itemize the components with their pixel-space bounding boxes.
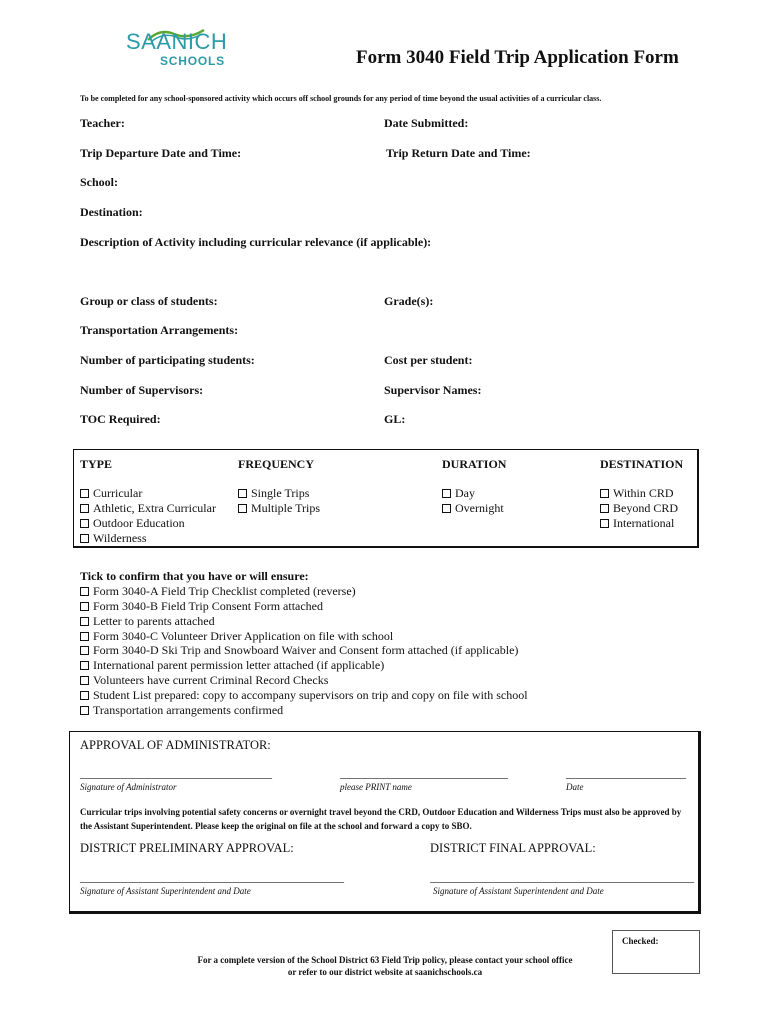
- logo-text-main: SAANICH: [126, 29, 228, 54]
- logo-text-sub: SCHOOLS: [160, 54, 225, 68]
- checkbox-icon[interactable]: [80, 519, 89, 528]
- district-final-signature-line[interactable]: ____________________________________________: [430, 870, 694, 884]
- checklist-item[interactable]: Form 3040-B Field Trip Consent Form attached: [80, 599, 323, 614]
- page-subtitle: To be completed for any school-sponsored activity which occurs off school grounds for any period of time beyond the usual activities of a curricular class.: [80, 94, 602, 103]
- return-field[interactable]: Trip Return Date and Time:: [386, 146, 531, 160]
- checkbox-icon[interactable]: [80, 632, 89, 641]
- checklist-item[interactable]: Form 3040-C Volunteer Driver Application on file with school: [80, 629, 393, 644]
- district-final-caption: Signature of Assistant Superintendent and Date: [433, 886, 604, 896]
- duration-header: DURATION: [442, 457, 507, 471]
- admin-print-name-line[interactable]: ____________________________: [340, 766, 508, 780]
- departure-field[interactable]: Trip Departure Date and Time:: [80, 146, 242, 160]
- checkbox-icon[interactable]: [80, 676, 89, 685]
- admin-print-name-caption: please PRINT name: [340, 782, 412, 792]
- checklist-item[interactable]: International parent permission letter attached (if applicable): [80, 658, 384, 673]
- footer-policy-line2: or refer to our district website at saanichschools.ca: [287, 967, 483, 977]
- checkbox-icon[interactable]: [80, 646, 89, 655]
- checklist-item[interactable]: Form 3040-A Field Trip Checklist completed (reverse): [80, 584, 356, 599]
- destination-option[interactable]: Beyond CRD: [600, 501, 678, 516]
- district-preliminary-caption: Signature of Assistant Superintendent and Date: [80, 886, 251, 896]
- supervisor-names-field[interactable]: Supervisor Names:: [384, 383, 482, 397]
- destination-field[interactable]: Destination:: [80, 205, 143, 219]
- checkbox-icon[interactable]: [442, 504, 451, 513]
- description-field[interactable]: Description of Activity including curricular relevance (if applicable):: [80, 235, 432, 249]
- frequency-option[interactable]: Single Trips: [238, 486, 309, 501]
- district-preliminary-signature-line[interactable]: ____________________________________________: [80, 870, 344, 884]
- duration-option[interactable]: Overnight: [442, 501, 504, 516]
- group-field[interactable]: Group or class of students:: [80, 294, 218, 308]
- checkbox-icon[interactable]: [600, 519, 609, 528]
- transportation-field[interactable]: Transportation Arrangements:: [80, 323, 239, 337]
- type-option[interactable]: Wilderness: [80, 531, 147, 546]
- checkbox-icon[interactable]: [80, 489, 89, 498]
- grades-field[interactable]: Grade(s):: [384, 294, 434, 308]
- school-field[interactable]: School:: [80, 175, 119, 189]
- logo: [126, 26, 236, 70]
- frequency-header: FREQUENCY: [238, 457, 315, 471]
- page-title: Form 3040 Field Trip Application Form: [356, 47, 679, 68]
- destination-option[interactable]: Within CRD: [600, 486, 674, 501]
- checkbox-icon[interactable]: [80, 706, 89, 715]
- type-option[interactable]: Athletic, Extra Curricular: [80, 501, 216, 516]
- checkbox-icon[interactable]: [80, 691, 89, 700]
- checkbox-icon[interactable]: [80, 602, 89, 611]
- cost-field[interactable]: Cost per student:: [384, 353, 473, 367]
- destination-header: DESTINATION: [600, 457, 684, 471]
- checkbox-icon[interactable]: [600, 504, 609, 513]
- gl-field[interactable]: GL:: [384, 412, 406, 426]
- checkbox-icon[interactable]: [80, 534, 89, 543]
- admin-signature-line[interactable]: ________________________________: [80, 766, 272, 780]
- admin-signature-caption: Signature of Administrator: [80, 782, 177, 792]
- checkbox-icon[interactable]: [600, 489, 609, 498]
- checkbox-icon[interactable]: [80, 617, 89, 626]
- approval-note: Curricular trips involving potential safety concerns or overnight travel beyond the CRD, Outdoor Education and Wilderness Trips must also be approved by the Assistant Superintendent. Please keep the original on file at the school and forward a copy to SBO.: [80, 807, 682, 831]
- checklist-item[interactable]: Transportation arrangements confirmed: [80, 703, 283, 718]
- checklist-item[interactable]: Form 3040-D Ski Trip and Snowboard Waiver and Consent form attached (if applicable): [80, 643, 518, 658]
- checkbox-icon[interactable]: [80, 587, 89, 596]
- admin-date-line[interactable]: ____________________: [566, 766, 686, 780]
- destination-option[interactable]: International: [600, 516, 674, 531]
- checkbox-icon[interactable]: [80, 504, 89, 513]
- checkbox-icon[interactable]: [238, 504, 247, 513]
- approval-title: APPROVAL OF ADMINISTRATOR:: [80, 738, 271, 752]
- checkbox-icon[interactable]: [442, 489, 451, 498]
- toc-field[interactable]: TOC Required:: [80, 412, 161, 426]
- teacher-field[interactable]: Teacher:: [80, 116, 125, 130]
- date-submitted-field[interactable]: Date Submitted:: [384, 116, 469, 130]
- checklist-item[interactable]: Student List prepared: copy to accompany supervisors on trip and copy on file with school: [80, 688, 528, 703]
- district-final-label: DISTRICT FINAL APPROVAL:: [430, 841, 596, 855]
- duration-option[interactable]: Day: [442, 486, 475, 501]
- checklist-item[interactable]: Volunteers have current Criminal Record Checks: [80, 673, 328, 688]
- checkbox-icon[interactable]: [80, 661, 89, 670]
- district-preliminary-label: DISTRICT PRELIMINARY APPROVAL:: [80, 841, 294, 855]
- num-supervisors-field[interactable]: Number of Supervisors:: [80, 383, 204, 397]
- footer-policy-line1: For a complete version of the School District 63 Field Trip policy, please contact your school office: [197, 955, 573, 965]
- checklist-title: Tick to confirm that you have or will ensure:: [80, 569, 309, 583]
- type-option[interactable]: Curricular: [80, 486, 142, 501]
- type-option[interactable]: Outdoor Education: [80, 516, 185, 531]
- checklist-item[interactable]: Letter to parents attached: [80, 614, 215, 629]
- frequency-option[interactable]: Multiple Trips: [238, 501, 320, 516]
- num-students-field[interactable]: Number of participating students:: [80, 353, 255, 367]
- admin-date-caption: Date: [566, 782, 584, 792]
- checkbox-icon[interactable]: [238, 489, 247, 498]
- checked-label: Checked:: [622, 936, 659, 946]
- type-header: TYPE: [80, 457, 113, 471]
